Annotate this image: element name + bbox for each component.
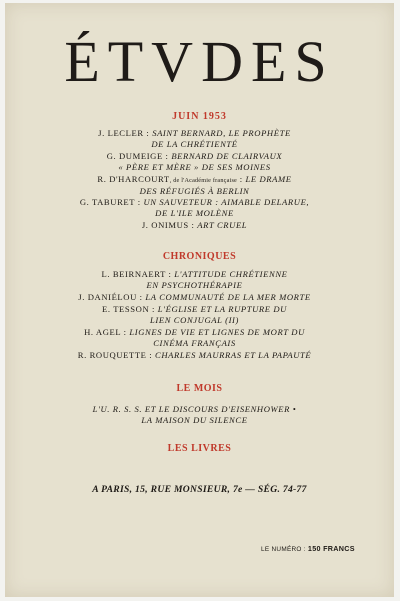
chronique-entry: L. BEIRNAERT : L'ATTITUDE CHRÉTIENNE EN PSYCHOTHÉRAPIE: [101, 269, 288, 291]
author-note: , de l'Académie française: [169, 177, 238, 184]
article-author: R. D'HARCOURT: [97, 174, 170, 184]
le-mois-heading: LE MOIS: [176, 383, 223, 394]
article-title-continued: DES RÉFUGIÉS À BERLIN: [139, 186, 250, 197]
chronique-title: CHARLES MAURRAS ET LA PAPAUTÉ: [155, 350, 312, 360]
article-title: ART CRUEL: [197, 220, 248, 230]
chronique-author: J. DANIÉLOU: [78, 292, 137, 302]
chronique-entry: R. ROUQUETTE : CHARLES MAURRAS ET LA PAPAUTÉ: [77, 350, 312, 360]
magazine-title: ÉTVDES: [64, 29, 335, 94]
article-title: UN SAUVETEUR : AIMABLE DELARUE,: [143, 197, 310, 207]
article-entry: J. LECLER : SAINT BERNARD, LE PROPHÈTE DE LA CHRÉTIENTÉ: [98, 128, 291, 150]
article-title-continued: « PÈRE ET MÈRE » DE SES MOINES: [118, 162, 271, 173]
article-author: G. TABURET: [79, 197, 135, 207]
chronique-author: E. TESSON: [102, 304, 150, 314]
article-entry: G. TABURET : UN SAUVETEUR : AIMABLE DELARUE, DE L'ILE MOLÈNE: [79, 197, 310, 219]
article-title-continued: DE L'ILE MOLÈNE: [155, 208, 234, 219]
article-title: LE DRAME: [245, 174, 292, 184]
price-label: [261, 544, 355, 553]
chronique-title: L'ATTITUDE CHRÉTIENNE: [174, 269, 288, 279]
issue-date: JUIN 1953: [172, 111, 227, 122]
article-author: J. ONIMUS: [141, 220, 189, 230]
chronique-entry: E. TESSON : L'ÉGLISE ET LA RUPTURE DU LIEN CONJUGAL (II): [102, 304, 287, 326]
chronique-entry: J. DANIÉLOU : LA COMMUNAUTÉ DE LA MER MORTE: [78, 292, 311, 302]
chronique-title-continued: CINÉMA FRANÇAIS: [153, 338, 236, 349]
chronique-title-continued: LIEN CONJUGAL (II): [150, 315, 239, 326]
publisher-address: A PARIS, 15, RUE MONSIEUR, 7e — SÉG. 74-77: [92, 484, 307, 495]
chronique-title: LIGNES DE VIE ET LIGNES DE MORT DU: [129, 327, 305, 337]
chronique-author: H. AGEL: [84, 327, 121, 337]
price-value: 150 FRANCS: [307, 544, 355, 553]
price-caption: LE NUMÉRO :: [261, 546, 308, 553]
chronique-entry: H. AGEL : LIGNES DE VIE ET LIGNES DE MORT DU CINÉMA FRANÇAIS: [84, 327, 305, 349]
chronique-title: LA COMMUNAUTÉ DE LA MER MORTE: [145, 292, 311, 302]
chronique-author: L. BEIRNAERT: [101, 269, 166, 279]
le-mois-entry: [37, 404, 352, 426]
article-entry: G. DUMEIGE : BERNARD DE CLAIRVAUX « PÈRE ET MÈRE » DE SES MOINES: [106, 151, 283, 173]
article-title: BERNARD DE CLAIRVAUX: [171, 151, 283, 161]
magazine-cover: [5, 3, 394, 597]
chronique-author: R. ROUQUETTE: [77, 350, 147, 360]
le-mois-line: LA MAISON DU SILENCE: [141, 415, 248, 426]
article-entry: R. D'HARCOURT, de l'Académie française : LE DRAME DES RÉFUGIÉS À BERLIN: [97, 174, 292, 197]
article-title-continued: DE LA CHRÉTIENTÉ: [151, 139, 238, 150]
le-mois-line: L'U. R. S. S. ET LE DISCOURS D'EISENHOWER •: [92, 404, 297, 414]
article-title: SAINT BERNARD, LE PROPHÈTE: [152, 128, 291, 138]
chronique-title-continued: EN PSYCHOTHÉRAPIE: [146, 280, 243, 291]
chroniques-heading: CHRONIQUES: [162, 251, 237, 262]
article-entry: J. ONIMUS : ART CRUEL: [141, 220, 248, 230]
chronique-title: L'ÉGLISE ET LA RUPTURE DU: [157, 304, 287, 314]
article-author: J. LECLER: [98, 128, 144, 138]
article-author: G. DUMEIGE: [106, 151, 163, 161]
les-livres-heading: LES LIVRES: [167, 443, 232, 454]
